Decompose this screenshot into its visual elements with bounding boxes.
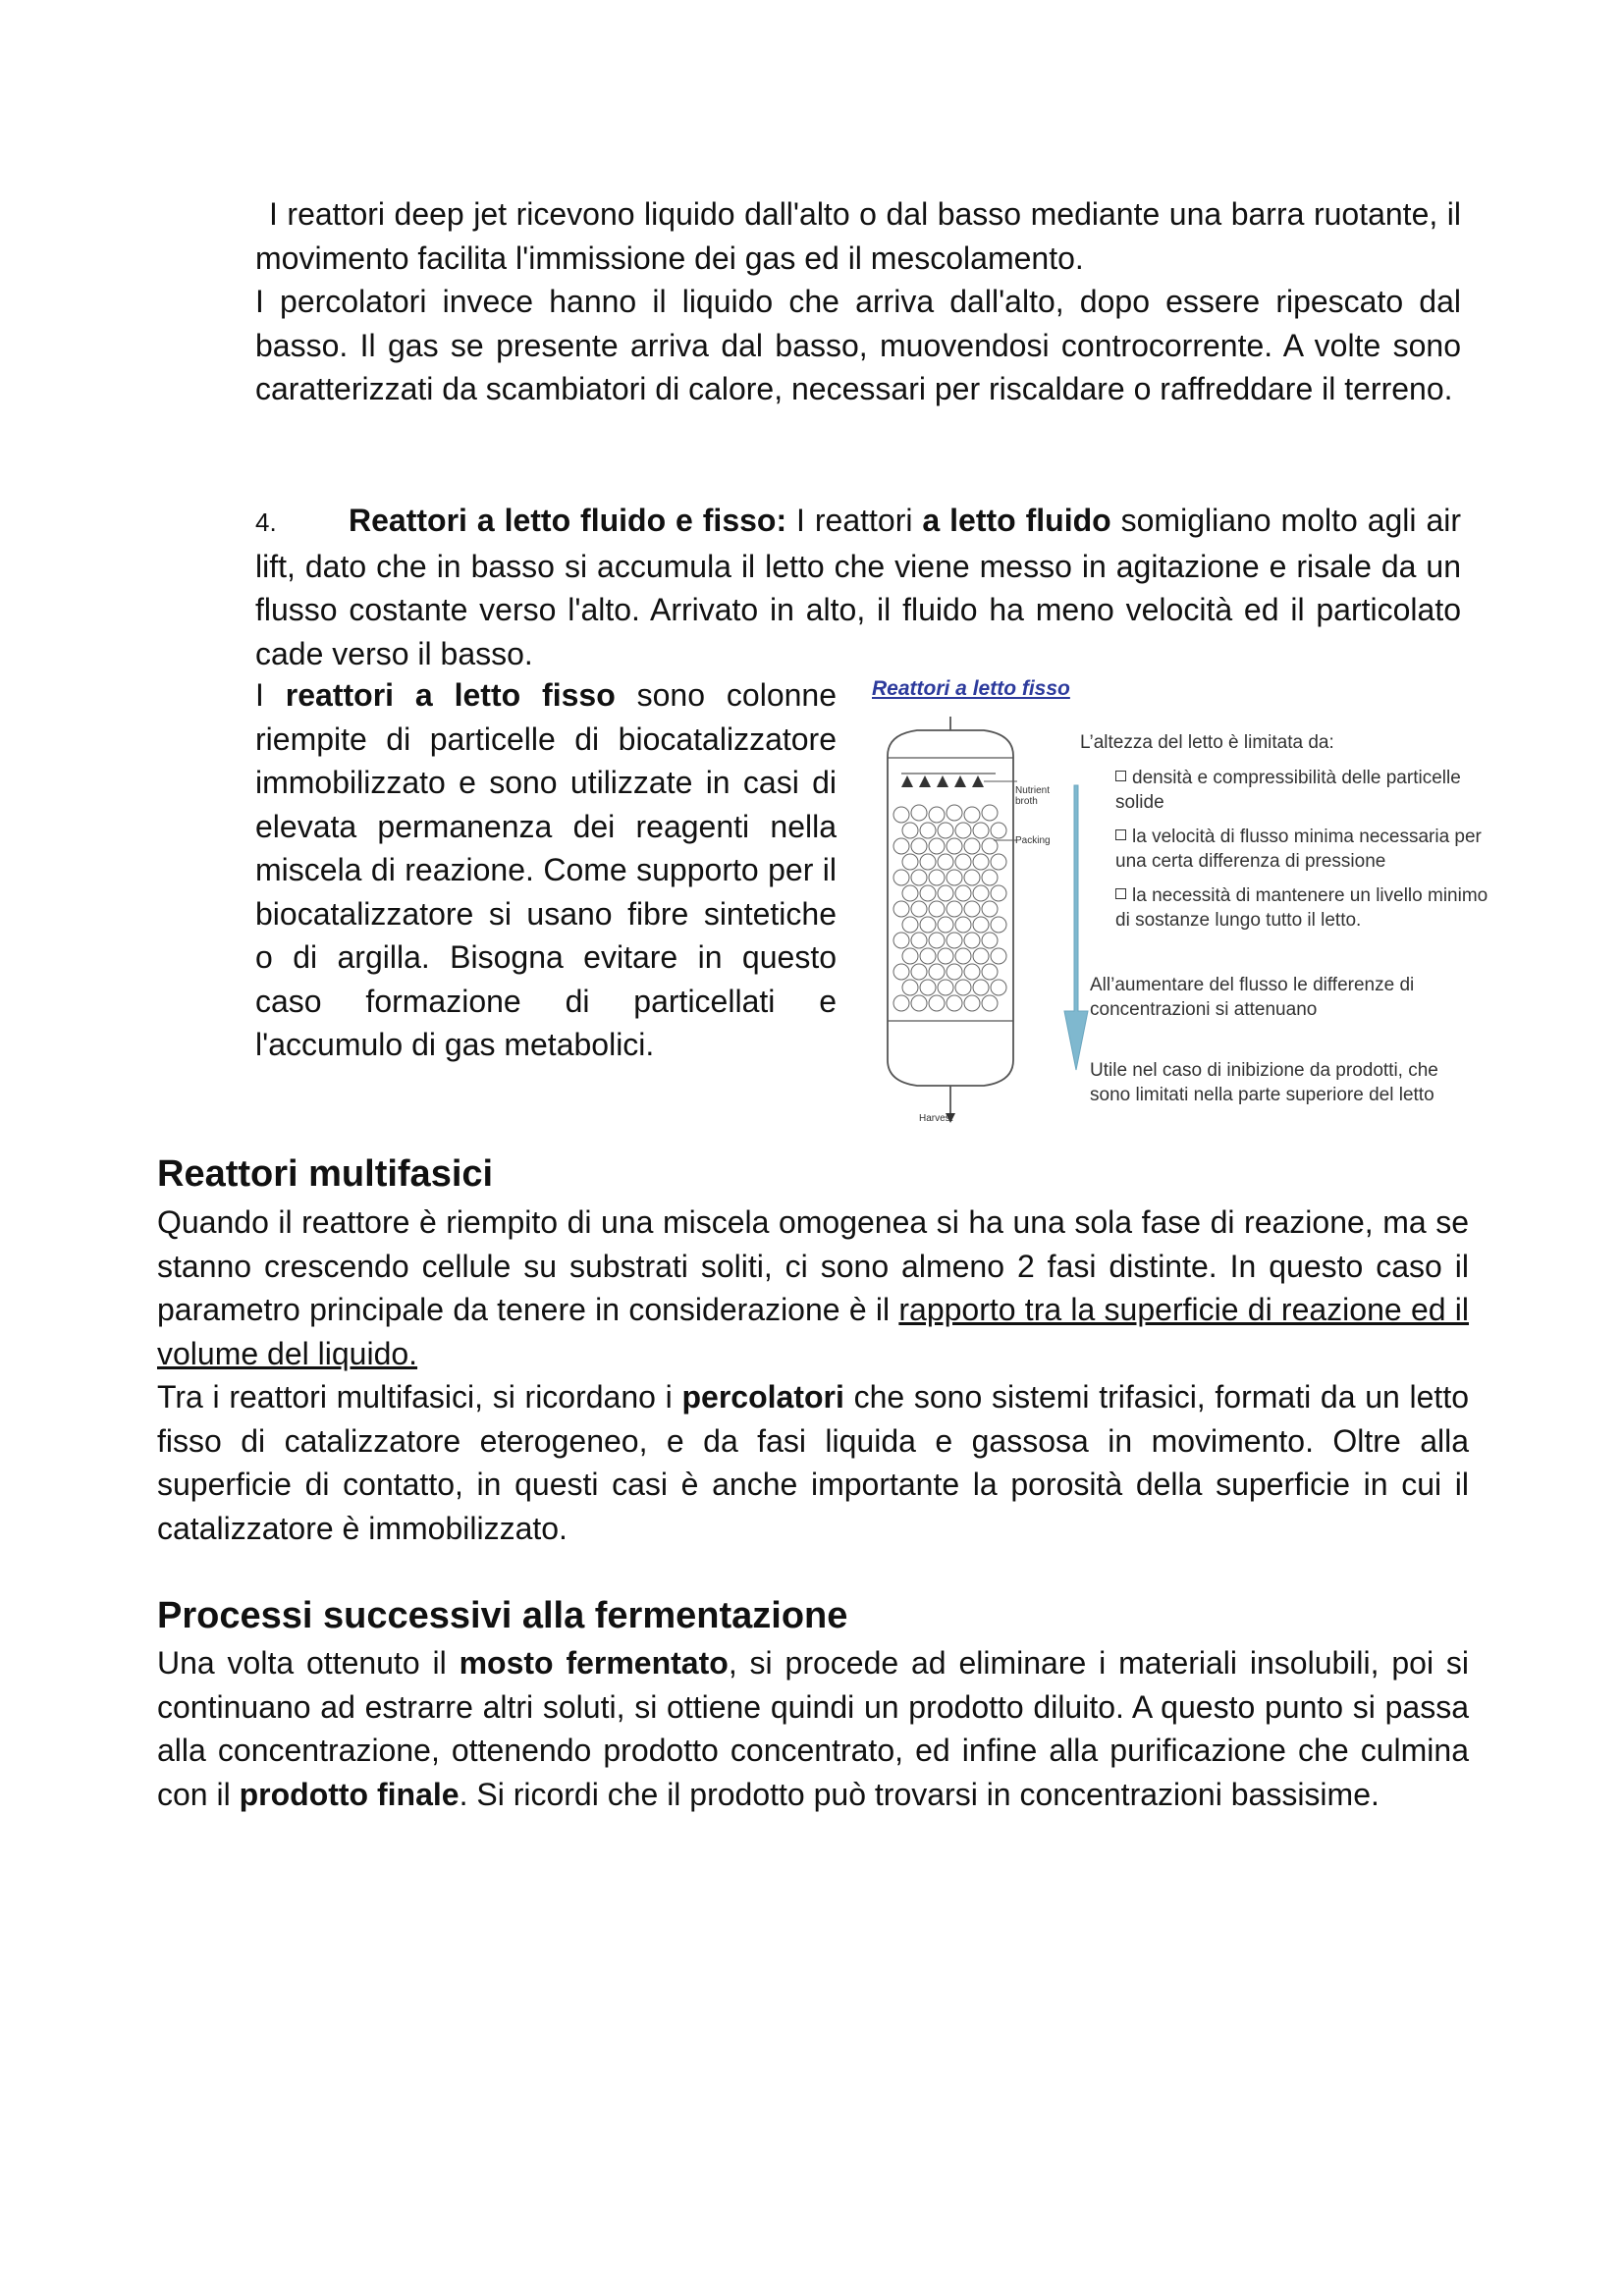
multifasici-text	[157, 1201, 1469, 1550]
processi-text-2: , si procede ad eliminare i materiali insolubili, poi si continuano ad estrarre altri soluti, si ottiene quindi un prodotto diluito. A questo punto si passa alla concentrazione, ottenendo prodotto concentrato, ed infine alla purificazione che culmina con il	[157, 1645, 1470, 1812]
label-nutrient-broth: Nutrient broth	[1015, 785, 1051, 807]
item-4-number: 4.	[255, 507, 277, 537]
packed-bed-reactor-diagram	[868, 717, 1104, 1129]
letto-fisso-text	[255, 673, 837, 1067]
figure-title: Reattori a letto fisso	[872, 677, 1070, 700]
item-4-text-1: I reattori	[786, 503, 923, 538]
fisso-text-2: sono colonne riempite di particelle di biocatalizzatore immobilizzato e sono utilizzate in casi di elevata permanenza dei reagenti nella miscela di reazione. Come supporto per il biocatalizzatore si usano fibre sintetiche o di argilla. Bisogna evitare in questo caso formazione di particellati e l'accumulo di gas metabolici.	[255, 677, 837, 1062]
multifasici-underline: rapporto tra la superficie di reazione ed il volume del liquido.	[157, 1292, 1470, 1371]
figure-bullet-1: densità e compressibilità delle particelle solide	[1115, 768, 1461, 813]
processi-bold-1: mosto fermentato	[459, 1645, 729, 1681]
multifasici-text-2: Tra i reattori multifasici, si ricordano i	[157, 1379, 682, 1415]
processi-paragraph	[157, 1641, 1469, 1816]
processi-bold-2: prodotto finale	[239, 1776, 460, 1812]
letto-fisso-paragraph	[255, 673, 837, 1067]
fisso-text-1: I	[255, 677, 286, 713]
figure-note-2: Utile nel caso di inibizione da prodotti, che sono limitati nella parte superiore del letto	[1090, 1060, 1438, 1105]
multifasici-paragraph-2	[157, 1375, 1469, 1550]
intro-text	[255, 192, 1461, 411]
multifasici-text-1: Quando il reattore è riempito di una miscela omogenea si ha una sola fase di reazione, ma se stanno crescendo cellule su substrati soliti, ci sono almeno 2 fasi distinte. In questo caso il parametro principale da tenere in considerazione è il	[157, 1204, 1469, 1327]
item-4-text-2: somigliano molto agli air lift, dato che in basso si accumula il letto che viene messo in agitazione e risale da un flusso costante verso l'alto. Arrivato in alto, il fluido ha meno velocità ed il particolato cade verso il basso.	[255, 503, 1462, 671]
paragraph-percolatori: I percolatori invece hanno il liquido che arriva dall'alto, dopo essere ripescato dal basso. Il gas se presente arriva dal basso, muovendosi controcorrente. A volte sono caratterizzati da scambiatori di calore, necessari per riscaldare o raffreddare il terreno.	[255, 284, 1461, 406]
heading-reattori-multifasici: Reattori multifasici	[157, 1153, 494, 1195]
processi-text	[157, 1641, 1469, 1816]
item-4-paragraph	[255, 499, 1461, 675]
figure-bullet-2: la velocità di flusso minima necessaria per una certa differenza di pressione	[1115, 827, 1482, 872]
heading-processi-successivi: Processi successivi alla fermentazione	[157, 1595, 848, 1636]
paragraph-deep-jet: I reattori deep jet ricevono liquido dall'alto o dal basso mediante una barra ruotante, il movimento facilita l'immissione dei gas ed il mescolamento.	[255, 196, 1461, 276]
reactor-figure	[868, 677, 1496, 1131]
fisso-bold: reattori a letto fisso	[285, 677, 616, 713]
item-4-heading: Reattori a letto fluido e fisso:	[349, 503, 787, 538]
figure-note-1: All’aumentare del flusso le differenze di concentrazioni si attenuano	[1090, 975, 1415, 1020]
processi-text-3: . Si ricordi che il prodotto può trovarsi in concentrazioni bassisime.	[459, 1776, 1380, 1812]
multifasici-text-3: che sono sistemi trifasici, formati da un letto fisso di catalizzatore eterogeneo, e da fasi liquida e gassosa in movimento. Oltre alla superficie di contatto, in questi casi è anche importante la porosità della superficie in cui il catalizzatore è immobilizzato.	[157, 1379, 1470, 1546]
figure-bullet-3: la necessità di mantenere un livello minimo di sostanze lungo tutto il letto.	[1115, 885, 1488, 931]
item-4	[255, 499, 1461, 675]
label-packing: Packing	[1015, 835, 1051, 846]
figure-intro: L’altezza del letto è limitata da:	[1080, 732, 1334, 753]
label-harvest: Harvest	[919, 1113, 953, 1124]
item-4-bold: a letto fluido	[922, 503, 1111, 538]
multifasici-bold: percolatori	[681, 1379, 844, 1415]
multifasici-paragraph-1	[157, 1201, 1469, 1375]
processi-text-1: Una volta ottenuto il	[157, 1645, 460, 1681]
